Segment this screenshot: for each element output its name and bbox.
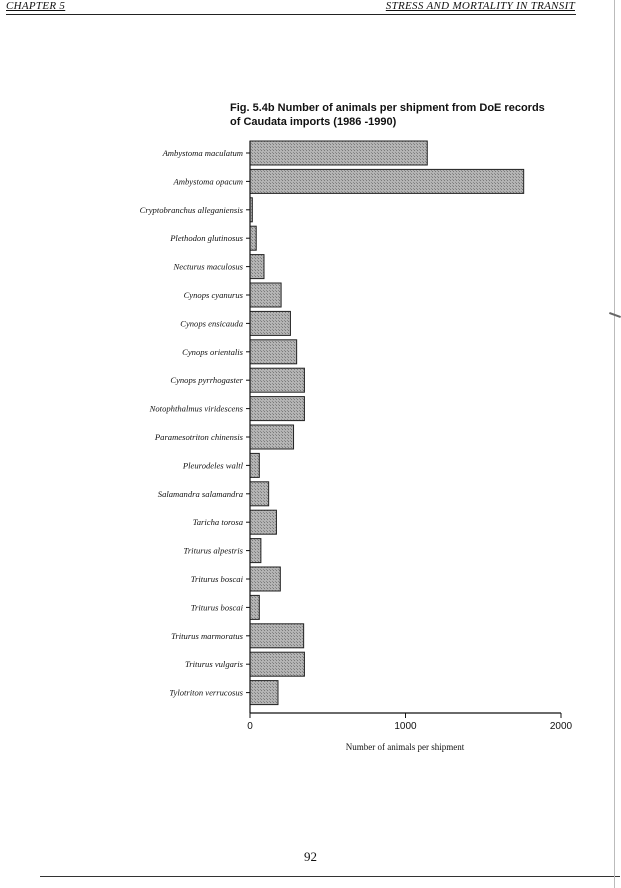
x-tick-label: 1000 [394,721,417,732]
category-label: Triturus boscai [190,602,243,613]
category-label: Plethodon glutinosus [170,233,243,244]
category-label: Cynops pyrrhogaster [170,375,243,386]
category-label: Salamandra salamandra [157,488,243,499]
bar [250,567,280,591]
footer-rule [40,876,620,877]
category-label: Notophthalmus viridescens [149,403,243,414]
category-label: Triturus marmoratus [171,630,243,641]
category-label: Cryptobranchus alleganiensis [139,204,243,215]
category-label: Ambystoma maculatum [162,148,243,158]
chapter-header: CHAPTER 5 [6,0,66,12]
page-number: 92 [304,849,317,864]
category-label: Tylotriton verrucosus [169,687,243,698]
bar [250,681,278,705]
bar [250,397,304,421]
bar [250,425,294,449]
x-tick-label: 2000 [549,721,573,732]
category-label: Triturus boscai [190,574,243,584]
bar [250,510,276,534]
category-label: Necturus maculosus [173,261,243,272]
category-label: Taricha torosa [192,517,243,528]
bar [250,624,304,648]
bar [250,311,290,335]
category-label: Cynops orientalis [182,346,243,357]
x-axis-label: Number of animals per shipment [345,742,465,752]
bar [250,169,524,193]
bar [250,482,269,506]
bar [250,539,261,563]
category-labels [140,148,244,698]
bar [250,141,427,165]
bar [250,368,304,392]
category-label: Pleurodeles waltl [182,460,243,471]
category-label: Cynops ensicauda [180,318,243,329]
x-tick-label: 0 [247,721,253,732]
bar [250,340,297,364]
category-label: Triturus alpestris [183,545,243,556]
figure-title-line-1: Fig. 5.4b Number of animals per shipment from DoE records [230,102,545,114]
bar [250,652,304,676]
figure-title-line-2: of Caudata imports (1986 -1990) [230,116,397,128]
category-label: Ambystoma opacum [173,176,243,187]
bar [250,595,259,619]
bar [250,283,281,307]
category-label: Cynops cyanurus [183,290,243,300]
category-label: Triturus vulgaris [184,659,243,670]
bar [250,226,256,250]
category-label: Paramesotriton chinensis [154,432,243,442]
bar [250,255,264,279]
section-header: STRESS AND MORTALITY IN TRANSIT [385,0,575,12]
page-edge [614,0,615,888]
bar [250,453,259,477]
bars-group [250,141,524,705]
